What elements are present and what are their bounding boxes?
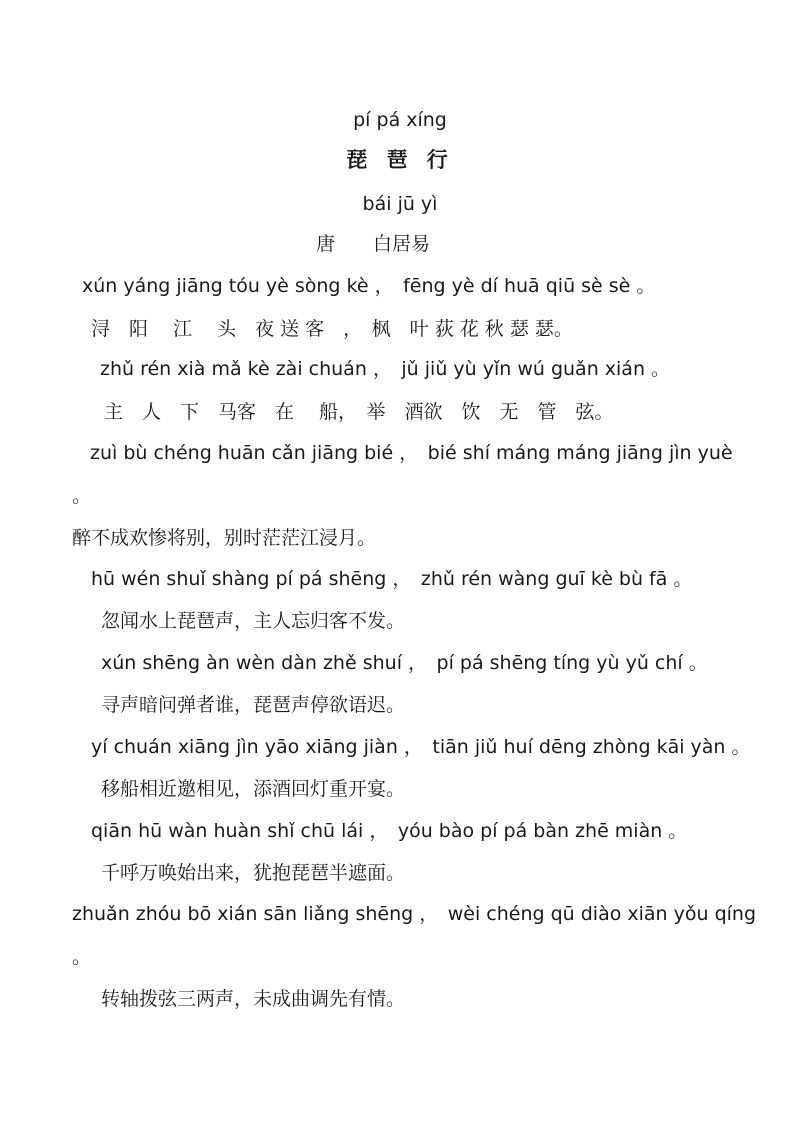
pinyin-line: zhuǎn zhóu bō xián sān liǎng shēng ， wèi chéng qū diào xiān yǒu qíng [72,903,757,925]
author-pinyin: bái jū yì [362,193,438,215]
pinyin-line: qiān hū wàn huàn shǐ chū lái ， yóu bào pí pá bàn zhē miàn 。 [91,820,688,842]
pinyin-line: zhǔ rén xià mǎ kè zài chuán ， jǔ jiǔ yù yǐn wú guǎn xián 。 [100,358,671,380]
pinyin-line: xún shēng àn wèn dàn zhě shuí ， pí pá shēng tíng yù yǔ chí 。 [101,652,708,674]
pinyin-line: xún yáng jiāng tóu yè sòng kè ， fēng yè dí huā qiū sè sè 。 [82,275,656,297]
title-pinyin: pí pá xíng [353,109,447,131]
poem-line: 移船相近邀相见，添酒回灯重开宴。 [101,778,406,800]
wrapped-punctuation: 。 [72,946,92,968]
poem-line: 浔 阳 江 头 夜 送 客 ， 枫 叶 荻 花 秋 瑟 瑟。 [91,318,573,340]
poem-line: 忽闻水上琵琶声，主人忘归客不发。 [101,610,406,632]
poem-line: 千呼万唤始出来，犹抱琵琶半遮面。 [101,862,406,884]
pinyin-line: yí chuán xiāng jìn yāo xiāng jiàn ， tiān jiǔ huí dēng zhòng kāi yàn 。 [91,736,751,758]
pinyin-line: zuì bù chéng huān cǎn jiāng bié ， bié shí máng máng jiāng jìn yuè [90,442,733,464]
poem-line: 转轴拨弦三两声，未成曲调先有情。 [101,988,406,1010]
poem-line: 醉不成欢惨将别，别时茫茫江浸月。 [72,527,377,549]
poem-line: 主 人 下 马客 在 船， 举 酒欲 饮 无 管 弦。 [104,401,614,423]
wrapped-punctuation: 。 [72,485,92,507]
dynasty-author: 唐 白居易 [316,233,431,255]
pinyin-line: hū wén shuǐ shàng pí pá shēng ， zhǔ rén wàng guī kè bù fā 。 [91,568,693,590]
poem-line: 寻声暗问弹者谁，琵琶声停欲语迟。 [101,694,406,716]
poem-title: 琵 琶 行 [346,148,454,172]
